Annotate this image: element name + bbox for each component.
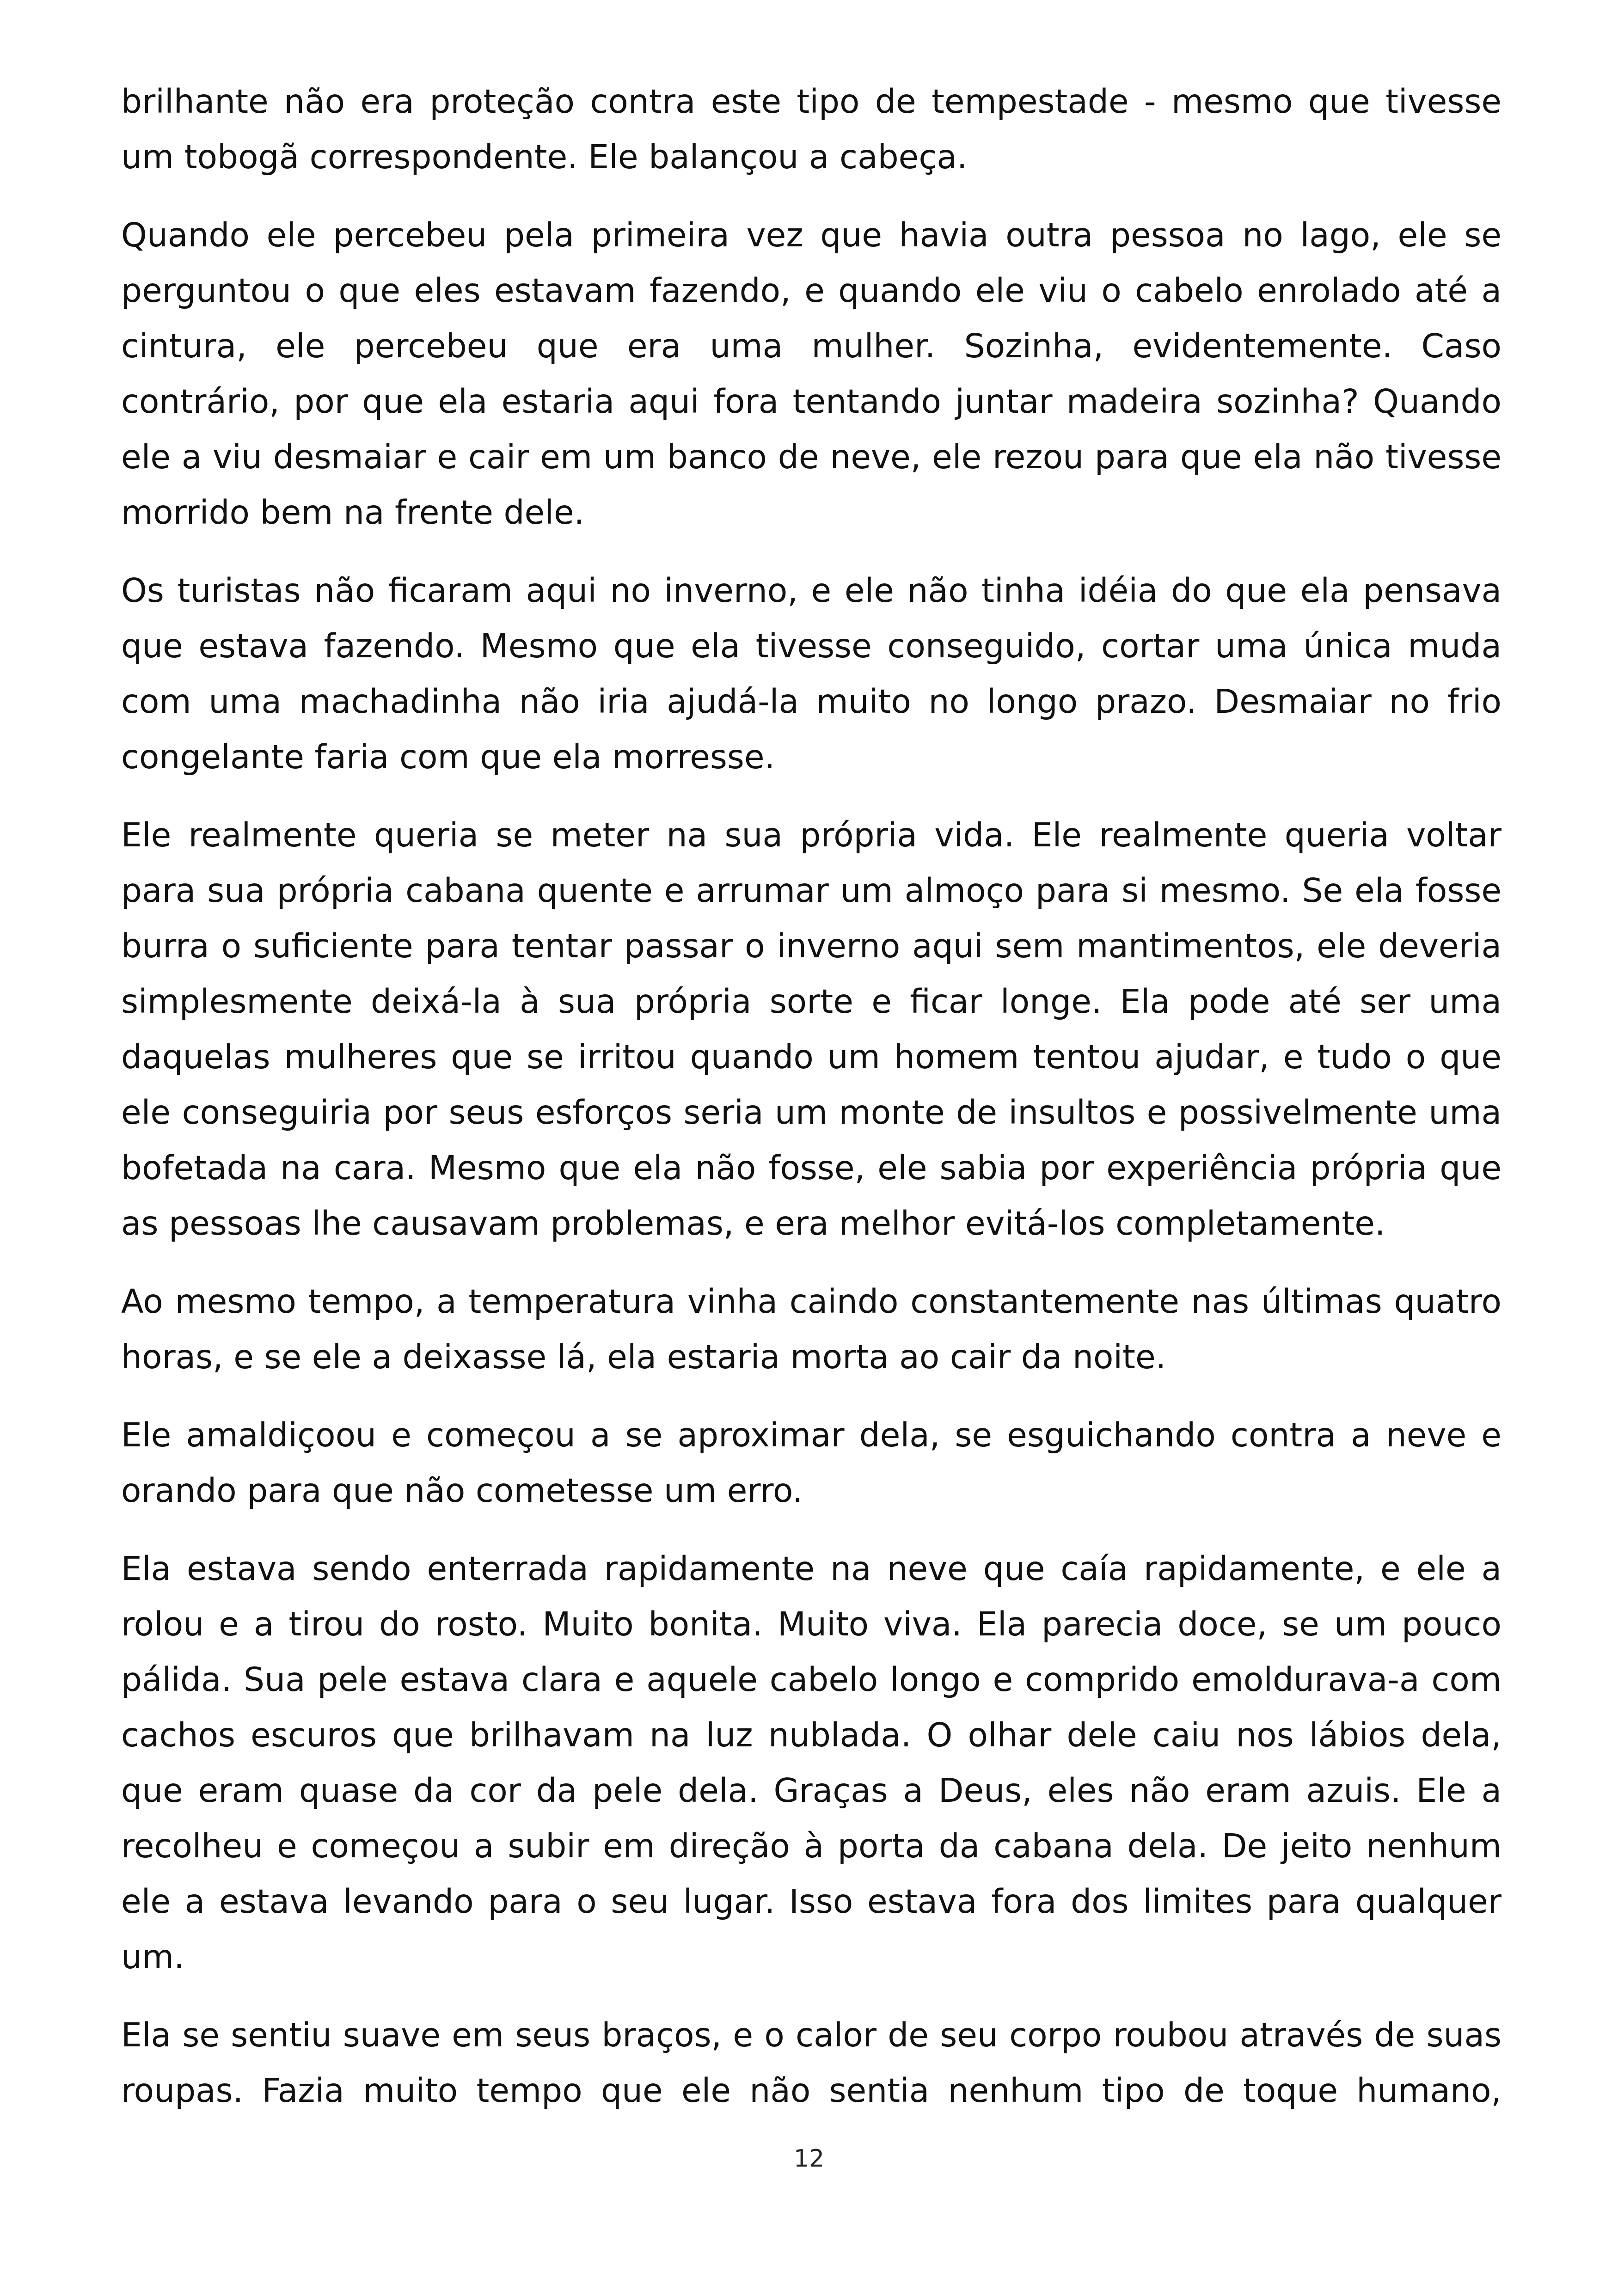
paragraph-4: Ele realmente queria se meter na sua própria vida. Ele realmente queria voltar para sua própria cabana quente e arrumar um almoço para si mesmo. Se ela fosse burra o suficiente para tentar passar o inverno aqui sem mantimentos, ele deveria simplesmente deixá-la à sua própria sorte e ficar longe. Ela pode até ser uma daquelas mulheres que se irritou quando um homem tentou ajudar, e tudo o que ele conseguiria por seus esforços seria um monte de insultos e possivelmente uma bofetada na cara. Mesmo que ela não fosse, ele sabia por experiência própria que as pessoas lhe causavam problemas, e era melhor evitá-los completamente. — [121, 816, 1502, 1243]
paragraph-2: Quando ele percebeu pela primeira vez que havia outra pessoa no lago, ele se perguntou o que eles estavam fazendo, e quando ele viu o cabelo enrolado até a cintura, ele percebeu que era uma mulher. Sozinha, evidentemente. Caso contrário, por que ela estaria aqui fora tentando juntar madeira sozinha? Quando ele a viu desmaiar e cair em um banco de neve, ele rezou para que ela não tivesse morrido bem na frente dele. — [121, 216, 1502, 532]
paragraph-7: Ela estava sendo enterrada rapidamente na neve que caía rapidamente, e ele a rolou e a tirou do rosto. Muito bonita. Muito viva. Ela parecia doce, se um pouco pálida. Sua pele estava clara e aquele cabelo longo e comprido emoldurava-a com cachos escuros que brilhavam na luz nublada. O olhar dele caiu nos lábios dela, que eram quase da cor da pele dela. Graças a Deus, eles não eram azuis. Ele a recolheu e começou a subir em direção à porta da cabana dela. De jeito nenhum ele a estava levando para o seu lugar. Isso estava fora dos limites para qualquer um. — [121, 1549, 1502, 1976]
body-text — [121, 74, 1502, 2141]
page-number: 12 — [793, 2145, 825, 2173]
paragraph-1: brilhante não era proteção contra este tipo de tempestade - mesmo que tivesse um tobogã correspondente. Ele balançou a cabeça. — [121, 82, 1502, 176]
paragraph-6: Ele amaldiçoou e começou a se aproximar dela, se esguichando contra a neve e orando para que não cometesse um erro. — [121, 1416, 1502, 1510]
paragraph-3: Os turistas não ficaram aqui no inverno, e ele não tinha idéia do que ela pensava que estava fazendo. Mesmo que ela tivesse conseguido, cortar uma única muda com uma machadinha não iria ajudá-la muito no longo prazo. Desmaiar no frio congelante faria com que ela morresse. — [121, 571, 1502, 776]
paragraph-8: Ela se sentiu suave em seus braços, e o calor de seu corpo roubou através de suas roupas. Fazia muito tempo que ele não sentia nenhum tipo de toque humano, — [121, 2016, 1502, 2110]
paragraph-5: Ao mesmo tempo, a temperatura vinha caindo constantemente nas últimas quatro horas, e se ele a deixasse lá, ela estaria morta ao cair da noite. — [121, 1282, 1502, 1376]
